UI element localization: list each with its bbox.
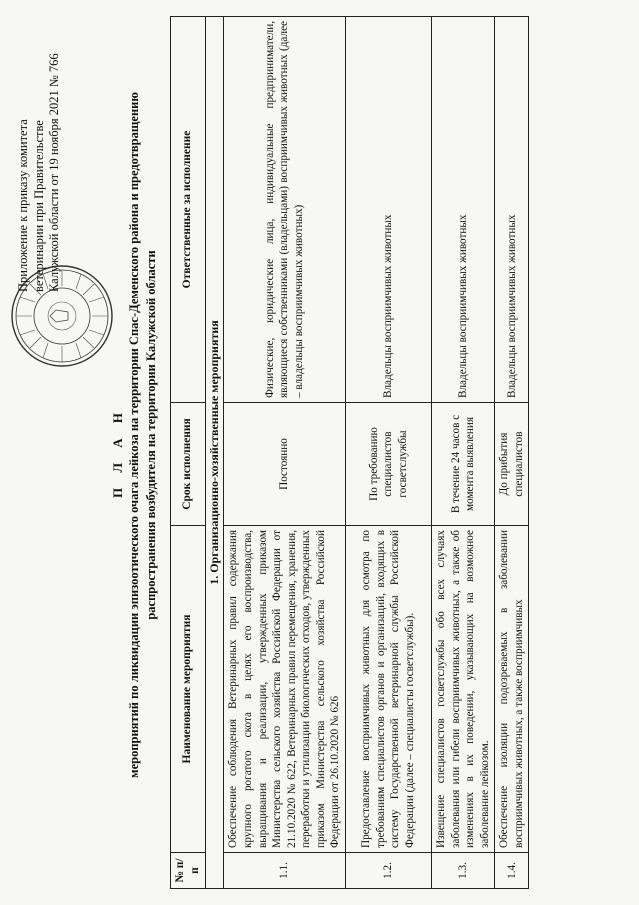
section-title: 1. Организационно-хозяйственные мероприятия <box>205 17 224 889</box>
row-responsible: Владельцы восприимчивых животных <box>495 17 529 403</box>
row-measure: Предоставление восприимчивых животных для осмотра по требованиям специалистов органов и организаций, входящих в систему Государственной ветеринарной службы Российской Федерации (далее – специалисты госветслужбы). <box>345 526 431 853</box>
table-row <box>224 17 346 889</box>
row-responsible: Физические, юридические лица, индивидуальные предприниматели, являющиеся собственниками (владельцами) восприимчивых животных (далее – владельцы восприимчивых животных) <box>224 17 346 403</box>
document-title: П Л А Н <box>110 406 125 499</box>
header-deadline: Срок исполнения <box>171 403 206 526</box>
row-deadline: Постоянно <box>224 403 346 526</box>
row-num: 1.3. <box>431 853 494 889</box>
table-header-row <box>171 17 206 889</box>
section-row <box>205 17 224 889</box>
header-responsible: Ответственные за исполнение <box>171 17 206 403</box>
header-measure: Наименование мероприятия <box>171 526 206 853</box>
row-measure: Извещение специалистов госветслужбы обо всех случаях заболевания или гибели восприимчивых животных, а также об изменениях в их поведении, указывающих на возможное заболевание лейкозом. <box>431 526 494 853</box>
document-subtitle: мероприятий по ликвидации эпизоотического очага лейкоза на территории Спас-Деменского района и предотвращению распространения возбудителя на территории Калужской области <box>127 92 158 778</box>
row-measure: Обеспечение изоляции подозреваемых в заболевании восприимчивых животных, а также восприимчивых <box>495 526 529 853</box>
header-num: № п/п <box>171 853 206 889</box>
row-responsible: Владельцы восприимчивых животных <box>345 17 431 403</box>
table-row <box>431 17 494 889</box>
row-num: 1.4. <box>495 853 529 889</box>
row-deadline: В течение 24 часов с момента выявления <box>431 403 494 526</box>
row-num: 1.2. <box>345 853 431 889</box>
plan-table <box>170 16 529 889</box>
row-num: 1.1. <box>224 853 346 889</box>
row-deadline: До прибытия специалистов <box>495 403 529 526</box>
approval-line-1: Приложение к приказу комитета <box>16 119 30 292</box>
table-row <box>495 17 529 889</box>
approval-line-2: ветеринарии при Правительстве <box>31 120 46 292</box>
approval-stamp <box>16 22 63 292</box>
approval-line-3: Калужской области от 19 ноября 2021 № 766 <box>47 53 62 292</box>
table-row <box>345 17 431 889</box>
row-measure: Обеспечение соблюдения Ветеринарных правил содержания крупного рогатого скота в целях его воспроизводства, выращивания и реализации, утвержденных приказом Министерства сельского хозяйства Российской Федерации от 21.10.2020 № 622, Ветеринарных правил перемещения, хранения, переработки и утилизации биологических отходов, утвержденных приказом Министерства сельского хозяйства Российской Федерации от 26.10.2020 № 626 <box>224 526 346 853</box>
row-deadline: По требованию специалистов госветслужбы <box>345 403 431 526</box>
row-responsible: Владельцы восприимчивых животных <box>431 17 494 403</box>
